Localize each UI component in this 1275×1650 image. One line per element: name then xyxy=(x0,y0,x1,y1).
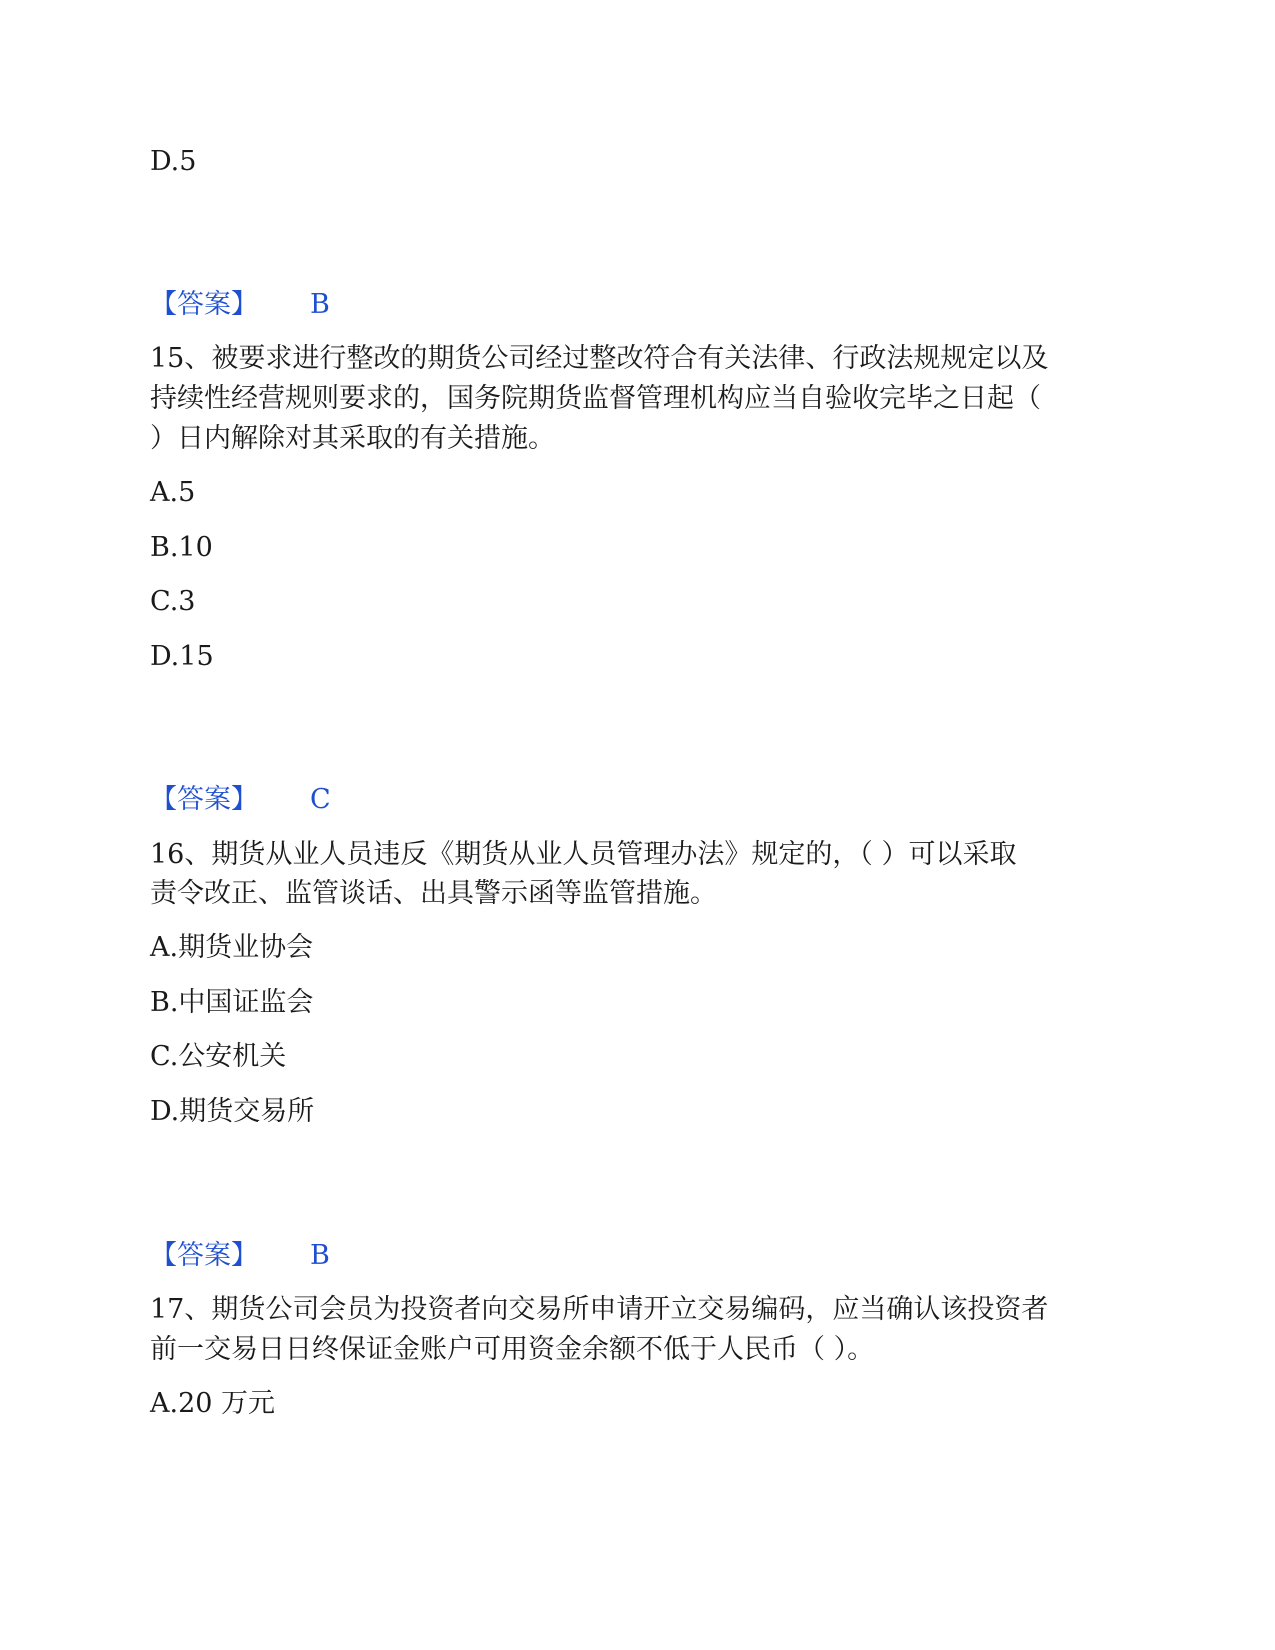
option-d: D.期货交易所 xyxy=(150,1096,315,1127)
option-c: C.公安机关 xyxy=(150,1041,287,1072)
question-16-line-1: 16、期货从业人员违反《期货从业人员管理办法》规定的，（ ）可以采取 xyxy=(150,839,1017,870)
answer-row xyxy=(150,786,331,813)
answer-label: 【答案】 xyxy=(150,784,258,815)
question-17-line-2: 前一交易日日终保证金账户可用资金余额不低于人民币（ ）。 xyxy=(150,1334,875,1365)
question-16-line-2: 责令改正、监管谈话、出具警示函等监管措施。 xyxy=(150,878,717,909)
option-d-prev: D.5 xyxy=(150,146,197,177)
answer-value: B xyxy=(310,1240,330,1271)
answer-value: C xyxy=(310,784,331,815)
option-a: A.期货业协会 xyxy=(150,932,314,963)
option-d: D.15 xyxy=(150,641,214,672)
question-17-line-1: 17、期货公司会员为投资者向交易所申请开立交易编码，应当确认该投资者 xyxy=(150,1294,1049,1325)
option-c: C.3 xyxy=(150,586,196,617)
answer-label: 【答案】 xyxy=(150,289,258,320)
question-15-line-3: ）日内解除对其采取的有关措施。 xyxy=(150,423,555,454)
answer-row xyxy=(150,291,330,318)
question-15-line-2: 持续性经营规则要求的，国务院期货监督管理机构应当自验收完毕之日起（ xyxy=(150,383,1041,414)
question-15-line-1: 15、被要求进行整改的期货公司经过整改符合有关法律、行政法规规定以及 xyxy=(150,343,1049,374)
option-b: B.10 xyxy=(150,532,213,563)
option-b: B.中国证监会 xyxy=(150,987,314,1018)
option-a: A.5 xyxy=(150,477,196,508)
answer-row xyxy=(150,1242,330,1269)
answer-value: B xyxy=(310,289,330,320)
answer-label: 【答案】 xyxy=(150,1240,258,1271)
option-a: A.20 万元 xyxy=(150,1388,276,1419)
